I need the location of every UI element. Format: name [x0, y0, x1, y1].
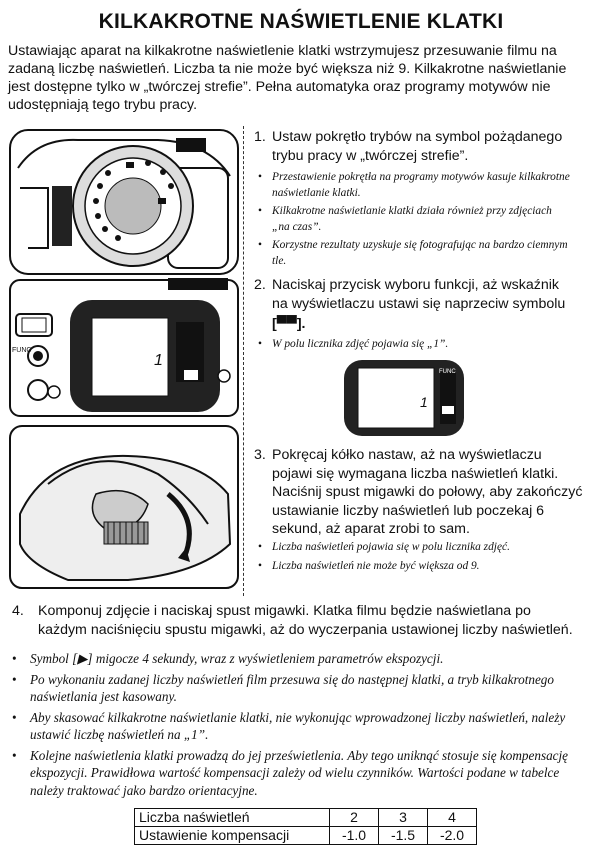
step-1-note: • Korzystne rezultaty uzyskuje się fotografując na bardzo ciemnym tle. [258, 238, 570, 269]
table-cell: -1.0 [330, 827, 379, 845]
lcd-counter: 1 [154, 352, 163, 369]
bottom-note: • Symbol [▶] migocze 4 sekundy, wraz z wyświetleniem parametrów ekspozycji. [8, 650, 588, 668]
bottom-note: • Aby skasować kilkakrotne naświetlanie klatki, nie wykonując wprowadzonej liczby naświetleń, należy ustawić liczbę naświetleń na „1”. [8, 709, 588, 744]
bottom-note: • Kolejne naświetlenia klatki prowadzą do jej prześwietlenia. Aby tego uniknąć stosuje się kompensację ekspozycji. Prawidłowa wartość kompensacji zależy od wielu czynników. Wartości podane w tabelce należy traktować jako bardzo orientacyjne. [8, 747, 588, 800]
mode-dial-illustration [8, 128, 240, 276]
table-cell: -1.5 [379, 827, 428, 845]
table-row-label: Ustawienie kompensacji [135, 827, 330, 845]
step-2-symbol: [▀▀]. [272, 316, 306, 332]
intro-paragraph: Ustawiając aparat na kilkakrotne naświetlenie klatki wstrzymujesz przesuwanie filmu na zadaną liczbę naświetleń. Liczba ta nie może być większa niż 9. Kilkakrotne naświetlanie jest dostępne tylko w „twórczej strefie”. Pełna automatyka oraz programy motywów nie udostępniają tego trybu pracy. [8, 43, 567, 113]
step-4-text: Komponuj zdjęcie i naciskaj spust migawki. Klatka filmu będzie naświetlana po każdym naciśnięciu spustu migawki, aż do wyczerpania ustawionej liczby naświetleń. [38, 603, 573, 638]
step-2 [254, 276, 574, 334]
compensation-table [134, 808, 477, 845]
column-divider [243, 126, 244, 596]
step-4-number: 4. [12, 603, 24, 619]
command-dial-hand-illustration [8, 424, 240, 590]
table-cell: 2 [330, 809, 379, 827]
table-cell: 3 [379, 809, 428, 827]
step-1-number: 1. [254, 129, 266, 145]
step-3-text: Pokręcaj kółko nastaw, aż na wyświetlaczu pojawi się wymagana liczba naświetleń klatki. Naciśnij spust migawki do połowy, aby zakończyć ustawianie liczby naświetleń lub poczekaj 6 sekund, aż aparat zrobi to sam. [272, 447, 583, 537]
step-2-text: Naciskaj przycisk wyboru funkcji, aż wskaźnik na wyświetlaczu ustawi się naprzeciw symbolu [272, 277, 566, 312]
step-1 [254, 128, 584, 165]
step-1-note: • Przestawienie pokrętła na programy motywów kasuje kilkakrotne naświetlanie klatki. [258, 170, 570, 201]
func-button-label: FUNC [12, 347, 32, 354]
step-2-number: 2. [254, 277, 266, 293]
bottom-notes [8, 650, 588, 802]
table-cell: -2.0 [428, 827, 477, 845]
page-title: KILKAKROTNE NAŚWIETLENIE KLATKI [98, 10, 504, 33]
step-3-note: • Liczba naświetleń nie może być większa od 9. [258, 559, 578, 575]
lcd-closeup-func: FUNC [439, 369, 456, 375]
bottom-note: • Po wykonaniu zadanej liczby naświetleń film przesuwa się do następnej klatki, a tryb kilkakrotnego naświetlania jest kasowany. [8, 671, 588, 706]
table-row [135, 809, 477, 827]
step-1-note: • Kilkakrotne naświetlanie klatki działa również przy zdjęciach „na czas”. [258, 204, 570, 235]
lcd-closeup-counter: 1 [420, 394, 428, 410]
table-row-label: Liczba naświetleń [135, 809, 330, 827]
table-cell: 4 [428, 809, 477, 827]
step-4 [12, 602, 582, 640]
camera-back-illustration [8, 278, 240, 418]
step-3-notes [258, 540, 578, 577]
step-3-note: • Liczba naświetleń pojawia się w polu licznika zdjęć. [258, 540, 578, 556]
lcd-closeup-illustration [344, 360, 464, 441]
step-2-notes [258, 337, 570, 356]
table-row [135, 827, 477, 845]
step-1-notes [258, 170, 570, 272]
step-2-note: • W polu licznika zdjęć pojawia się „1”. [258, 337, 570, 353]
step-3-number: 3. [254, 447, 266, 463]
step-3 [254, 446, 584, 539]
step-1-text: Ustaw pokrętło trybów na symbol pożądanego trybu pracy w „twórczej strefie”. [272, 129, 563, 164]
